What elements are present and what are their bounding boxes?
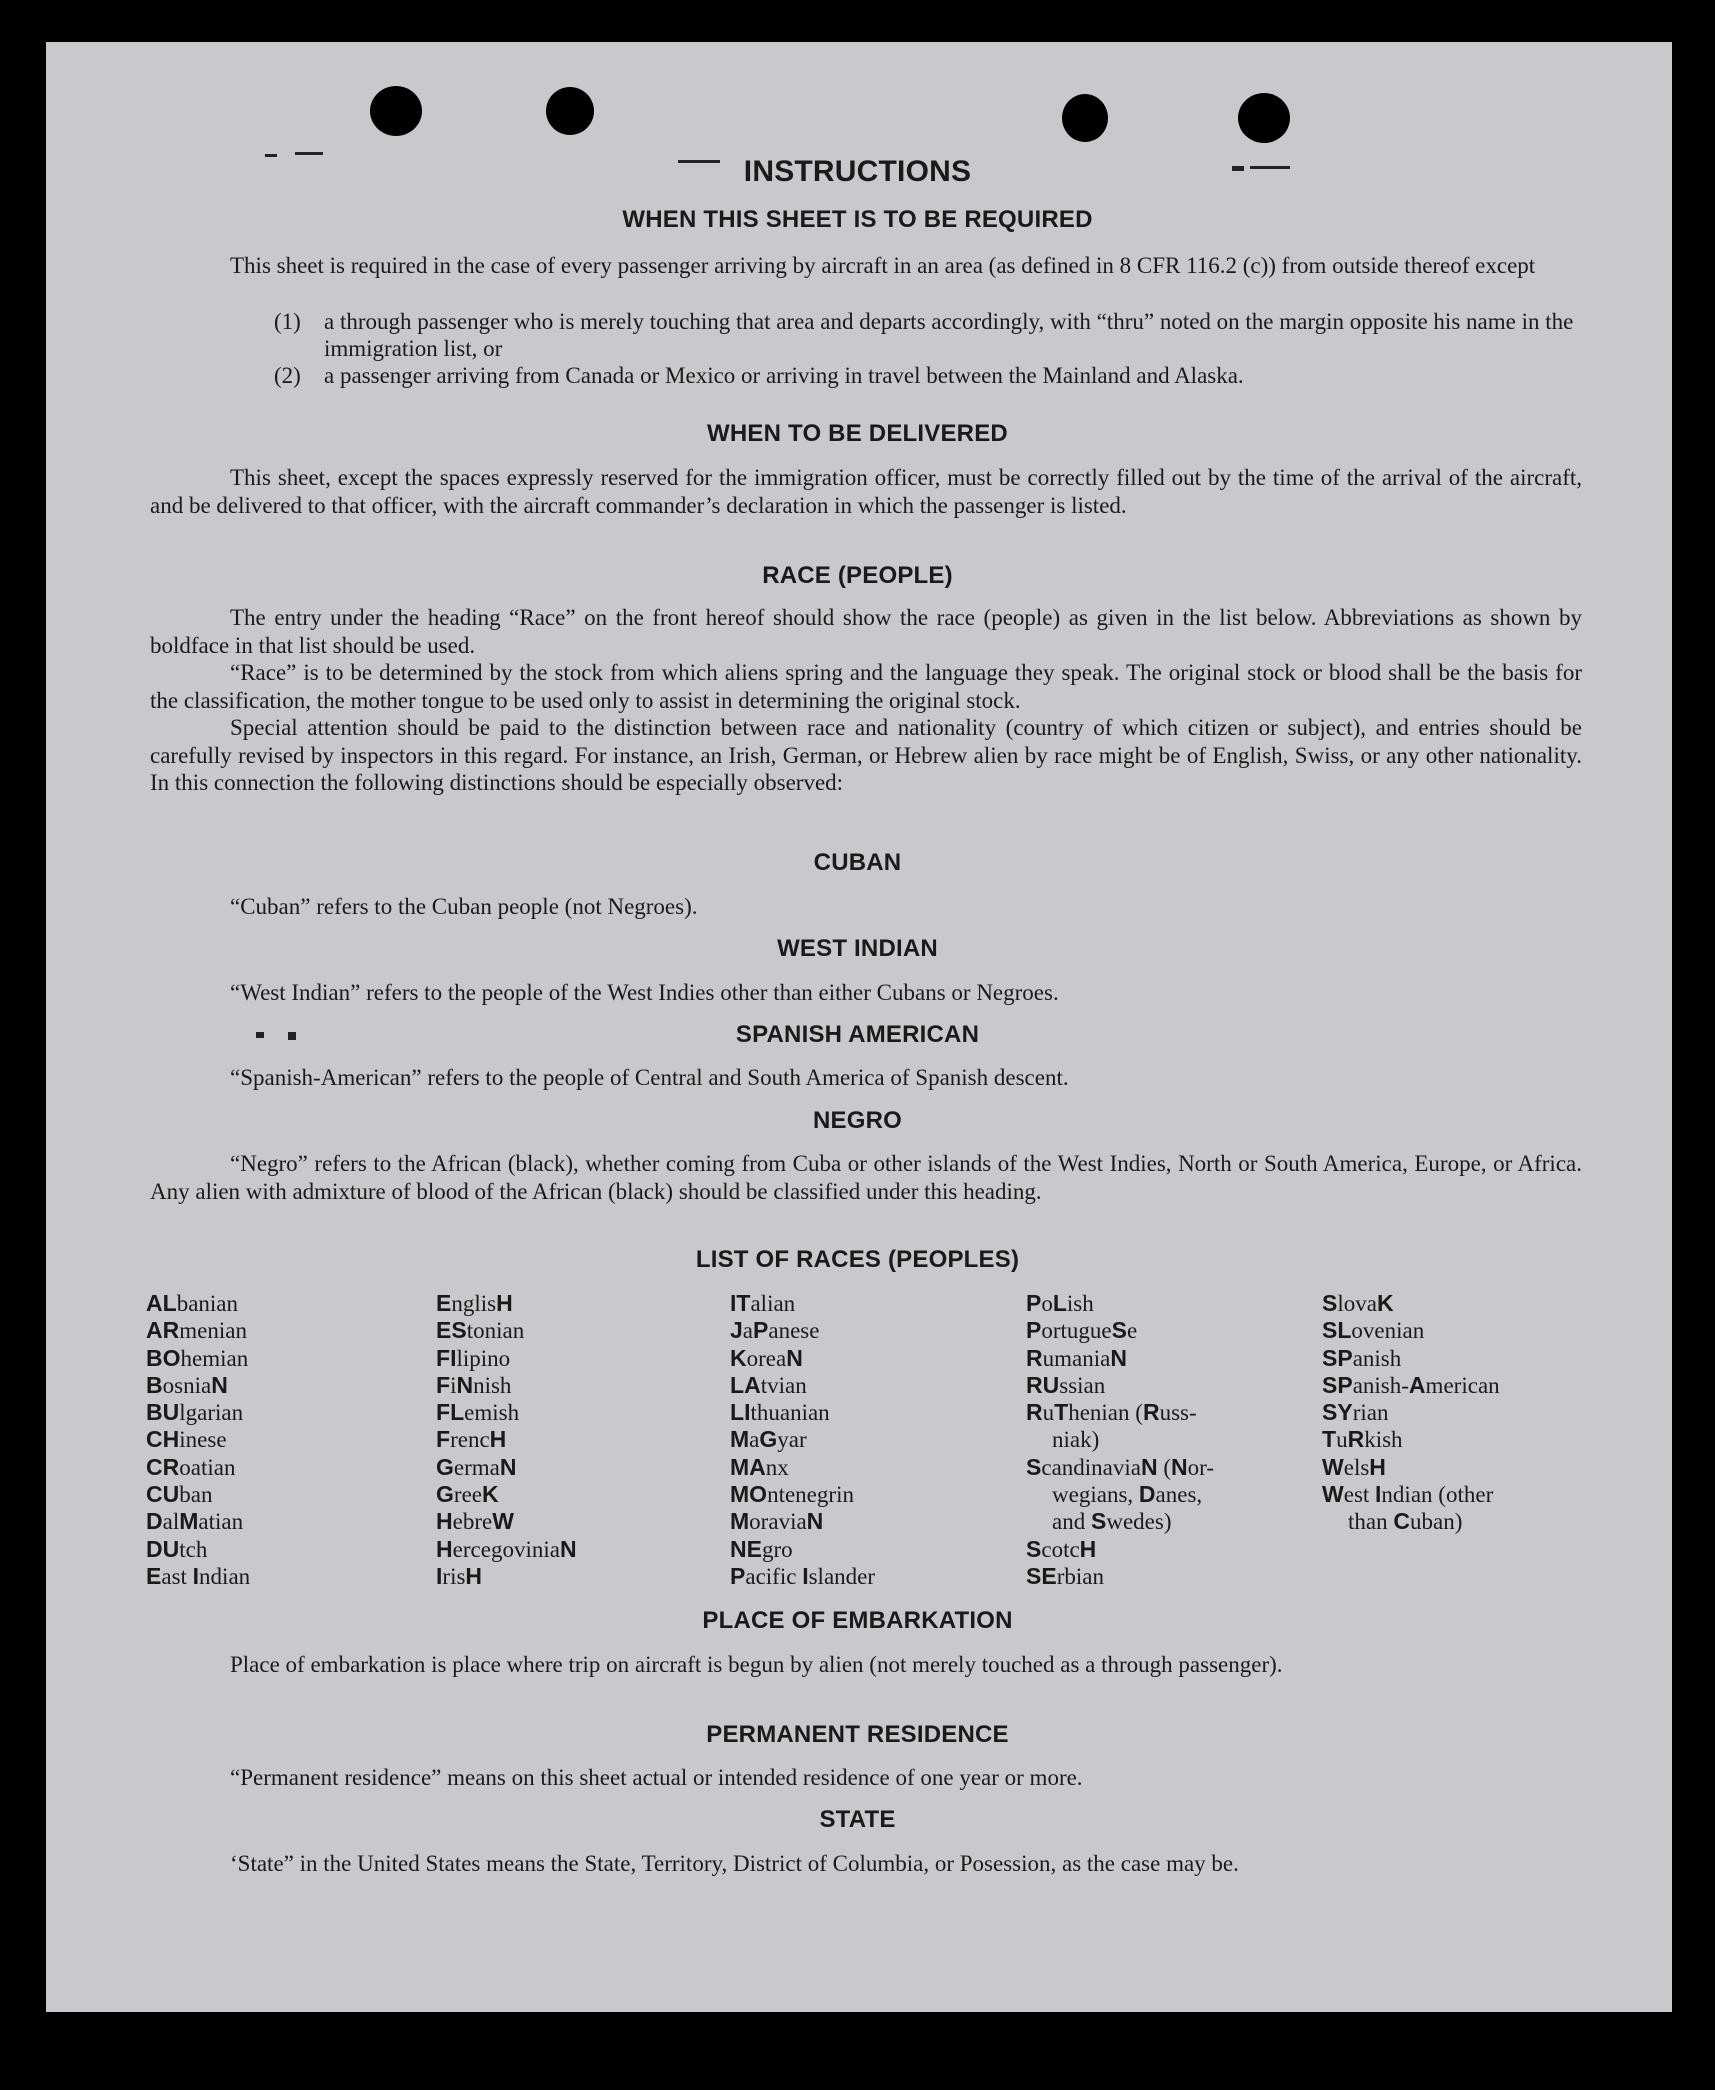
race-entry: NEgro	[730, 1535, 793, 1562]
race-entry: SLovenian	[1322, 1317, 1425, 1344]
residence-text: “Permanent residence” means on this sheet actual or intended residence of one year or more.	[230, 1765, 1083, 1790]
race-entry: BosniaN	[146, 1371, 228, 1398]
race-entry: DalMatian	[146, 1508, 244, 1535]
race-entry: LIthuanian	[730, 1399, 830, 1426]
race-entry: GermaN	[436, 1453, 517, 1480]
cuban-text: “Cuban” refers to the Cuban people (not Negroes).	[230, 894, 698, 919]
race-entry: SPanish	[1322, 1344, 1402, 1371]
race-entry: niak)	[1052, 1427, 1100, 1453]
race-entry: TuRkish	[1322, 1426, 1403, 1453]
section-heading-permanent-residence: PERMANENT RESIDENCE	[706, 1721, 1009, 1748]
state-text: ‘State” in the United States means the State, Territory, District of Columbia, or Posession, as the case may be.	[230, 1851, 1239, 1876]
race-entry: GreeK	[436, 1481, 499, 1508]
race-entry: CRoatian	[146, 1453, 236, 1480]
race-entry: EnglisH	[436, 1290, 513, 1316]
race-entry: SPanish-American	[1322, 1371, 1500, 1398]
spanish-american-text: “Spanish-American” refers to the people of Central and South America of Spanish descent.	[230, 1065, 1069, 1090]
race-entry: ScandinaviaN (Nor-	[1026, 1453, 1215, 1480]
race-entry: RuThenian (Russ-	[1026, 1399, 1197, 1426]
race-entry: HercegoviniaN	[436, 1535, 577, 1562]
race-column	[730, 1290, 875, 1590]
race-entry: ITalian	[730, 1290, 796, 1316]
race-entry: RumaniaN	[1026, 1344, 1127, 1371]
race-entry: SlovaK	[1322, 1290, 1394, 1316]
race-entry: ScotcH	[1026, 1535, 1097, 1562]
race-entry: SErbian	[1026, 1562, 1104, 1589]
race-entry: MoraviaN	[730, 1508, 824, 1535]
race-entry: WelsH	[1322, 1453, 1386, 1480]
section-heading-when-delivered: WHEN TO BE DELIVERED	[707, 420, 1008, 447]
punch-hole	[1062, 94, 1108, 142]
race-entry: LAtvian	[730, 1371, 807, 1398]
negro-text: “Negro” refers to the African (black), whether coming from Cuba or other islands of the West Indies, North or South America, Europe, or Africa. Any alien with admixture of blood of the African (black) should be classified under this heading.	[150, 1151, 1582, 1204]
race-entry: KoreaN	[730, 1344, 803, 1371]
page-title: INSTRUCTIONS	[743, 155, 972, 188]
section-heading-state: STATE	[819, 1806, 896, 1833]
punch-hole	[546, 87, 594, 135]
race-column	[146, 1290, 250, 1590]
race-entry: SYrian	[1322, 1399, 1389, 1426]
race-entry: MaGyar	[730, 1426, 807, 1453]
race-entry: FIlipino	[436, 1344, 511, 1371]
race-entry: DUtch	[146, 1535, 208, 1562]
race-entry: FrencH	[436, 1426, 507, 1453]
race-text: The entry under the heading “Race” on the front hereof should show the race (people) as given in the list below. Abbreviations as shown by boldface in that list should be used. “Race” is to be determined by the stock from which aliens spring and the language they speak. The original stock or blood shall be the basis for the classification, the mother tongue to be used only to assist in determining the original stock. Special attention should be paid to the distinction between race and nationality (country of which citizen or subject), and entries should be carefully revised by inspectors in this regard. For instance, an Irish, German, or Hebrew alien by race might be of English, Swiss, or any other nationality. In this connection the following distinctions should be especially observed:	[150, 605, 1582, 795]
race-entry: MAnx	[730, 1453, 789, 1480]
when-required-intro: This sheet is required in the case of every passenger arriving by aircraft in an area (as defined in 8 CFR 116.2 (c)) from outside thereof except	[230, 253, 1536, 278]
race-entry: JaPanese	[730, 1317, 820, 1344]
section-heading-cuban: CUBAN	[813, 849, 902, 876]
race-entry: MOntenegrin	[730, 1481, 854, 1508]
race-entry: BUlgarian	[146, 1399, 244, 1426]
race-entry: FiNnish	[436, 1371, 512, 1398]
west-indian-text: “West Indian” refers to the people of the West Indies other than either Cubans or Negroes.	[230, 980, 1059, 1005]
race-entry: PortugueSe	[1026, 1317, 1138, 1344]
section-heading-negro: NEGRO	[812, 1107, 902, 1134]
race-entry: RUssian	[1026, 1371, 1106, 1398]
section-heading-spanish-american: SPANISH AMERICAN	[735, 1021, 980, 1048]
race-entry: West Indian (other	[1322, 1481, 1494, 1508]
section-heading-list-of-races: LIST OF RACES (PEOPLES)	[695, 1246, 1020, 1273]
section-heading-embarkation: PLACE OF EMBARKATION	[702, 1607, 1013, 1634]
list-item: (1) a through passenger who is merely touching that area and departs accordingly, with “thru” noted on the margin opposite his name in the immigration list, or	[274, 309, 1574, 361]
race-column	[1322, 1290, 1500, 1536]
race-entry: and Swedes)	[1052, 1508, 1172, 1535]
race-entry: ARmenian	[146, 1317, 247, 1344]
race-entry: HebreW	[436, 1508, 514, 1535]
list-item: (2) a passenger arriving from Canada or Mexico or arriving in travel between the Mainland and Alaska.	[274, 363, 1244, 388]
race-column	[1026, 1290, 1214, 1590]
race-entry: FLemish	[436, 1399, 520, 1426]
race-entry: wegians, Danes,	[1052, 1481, 1203, 1508]
when-delivered-text: This sheet, except the spaces expressly reserved for the immigration officer, must be correctly filled out by the time of the arrival of the aircraft, and be delivered to that officer, with the aircraft commander’s declaration in which the passenger is listed.	[150, 465, 1582, 518]
race-entry: than Cuban)	[1348, 1508, 1463, 1535]
section-heading-when-required: WHEN THIS SHEET IS TO BE REQUIRED	[622, 206, 1093, 233]
race-entry: PoLish	[1026, 1290, 1094, 1316]
punch-hole	[1238, 93, 1290, 143]
embarkation-text: Place of embarkation is place where trip on aircraft is begun by alien (not merely touched as a through passenger).	[230, 1652, 1283, 1677]
race-entry: EStonian	[436, 1317, 525, 1344]
race-entry: BOhemian	[146, 1344, 249, 1371]
section-heading-west-indian: WEST INDIAN	[777, 935, 938, 962]
section-heading-race: RACE (PEOPLE)	[762, 562, 953, 589]
race-entry: CHinese	[146, 1426, 227, 1453]
race-entry: East Indian	[146, 1562, 251, 1589]
race-entry: CUban	[146, 1481, 213, 1508]
race-entry: Pacific Islander	[730, 1562, 876, 1589]
race-column	[436, 1290, 577, 1590]
punch-hole	[370, 86, 422, 136]
race-entry: ALbanian	[146, 1290, 239, 1316]
race-entry: IrisH	[436, 1562, 483, 1589]
